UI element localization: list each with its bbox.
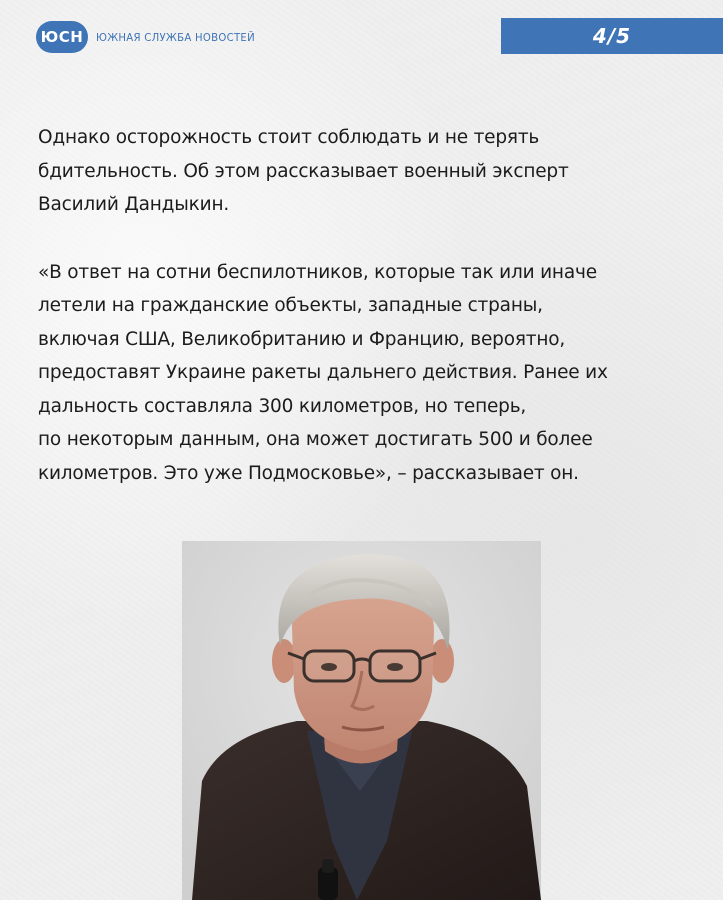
text-line: Однако осторожность стоит соблюдать и не терять [38,127,540,148]
paragraph-gap [38,222,698,256]
portrait-illustration [182,541,541,900]
text-line: дальность составляла 300 километров, но теперь, [38,395,527,417]
text-line: километров. Это уже Подмосковье», – рассказывает он. [38,462,579,484]
page-counter: 4/5 [501,18,723,54]
text-line: летели на гражданские объекты, западные страны, [38,295,543,316]
text-line: бдительность. Об этом рассказывает военный эксперт [38,160,569,182]
paragraph-intro [38,121,698,222]
text-line: «В ответ на сотни беспилотников, которые так или иначе [38,261,597,283]
article-text [38,121,698,490]
logo-badge: ЮСН [36,21,88,53]
text-line: предоставят Украине ракеты дальнего действия. Ранее их [38,362,608,383]
brand-name: ЮЖНАЯ СЛУЖБА НОВОСТЕЙ [96,30,255,44]
expert-portrait-photo [182,541,541,900]
text-line: по некоторым данным, она может достигать 500 и более [38,429,593,450]
brand-logo [36,20,269,54]
text-line: Василий Дандыкин. [38,194,230,215]
text-line: включая США, Великобританию и Францию, вероятно, [38,328,566,350]
paragraph-quote [38,256,698,491]
